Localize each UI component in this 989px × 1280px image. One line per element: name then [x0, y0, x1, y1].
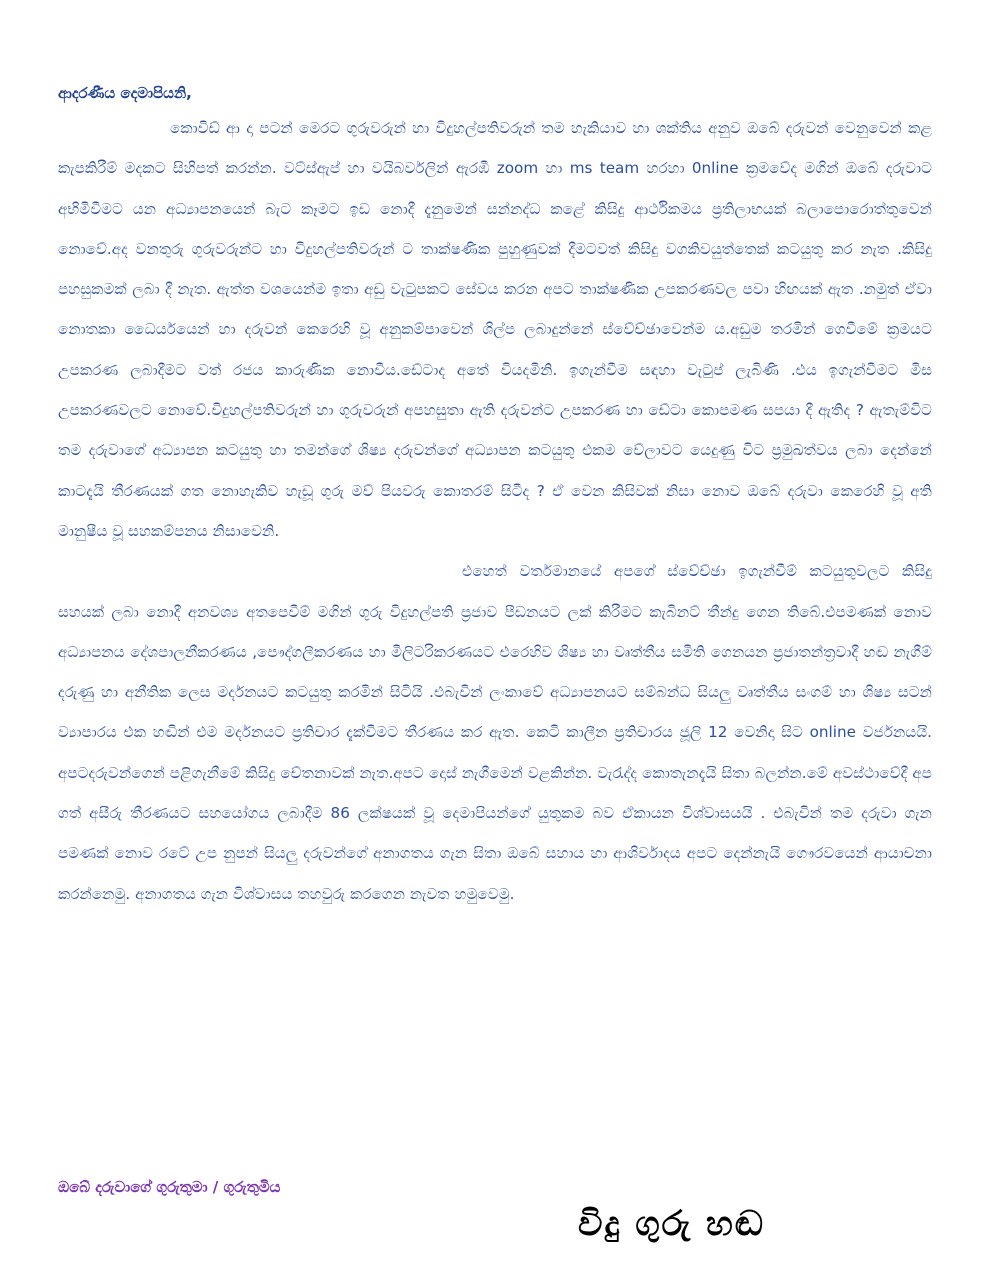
signoff: ඔබේ දරුවාගේ ගුරුතුමා / ගුරුතුමිය — [58, 1178, 281, 1196]
letter-body — [58, 108, 932, 914]
salutation: ආදරණීය දෙමාපියනි, — [58, 84, 192, 102]
paragraph-1: කොවිඩ් ආ දා පටන් මෙරට ගුරුවරුන් හා විදුහල්පතිවරුන් තම හැකියාව හා ශක්තිය අනුව ඔබේ දරුවන් වෙනුවෙන් කළ කැපකිරීම් මදකට සිහිපත් කරන්න. වට්ස්ඇප් හා වයිබර්වලින් ඇරඹී zoom හා ms team හරහා 0nline ක්‍රමවේද මගින් ඔබේ දරුවාට අභිමිවීමට යන අධ්‍යාපනයෙන් බැට කෑමට ඉඩ නොදී දැනුමෙන් සන්නද්ධ කළේ කිසිදු ආර්ථිකමය ප්‍රතිලාභයක් බලාපොරොත්තුවෙන් නොවේ.අද වනතුරු ගුරුවරුන්ට හා විදුහල්පතිවරුන් ට තාක්ෂණික පුහුණුවක් දීමටවත් කිසිදු වගකිවයුත්තෙක් කටයුතු කර නැත .කිසිදු පහසුකමක් ලබා දී නැත. ඇත්ත වශයෙන්ම ඉතා අඩු වැටුපකට සේවය කරන අපට තාක්ෂණික උපකරණවල පවා හිඟයක් ඇත .නමුත් ඒවා නොතකා ධෛර්යයෙන් හා දරුවන් කෙරෙහි වූ අනුකම්පාවෙන් ශිල්ප ලබාදුන්නේ ස්වේච්ඡාවෙන්ම ය.අඩුම තරමින් ගෙවීමේ ක්‍රමයට උපකරණ ලබාදීමට වත් රජය කාරුණික නොවීය.ඩේටාද අතේ වියදමිනි. ඉගැන්වීම සඳහා වැටුප් ලැබිණි .එය ඉගැන්වීමට මිස උපකරණවලට නොවේ.විදුහල්පතිවරුන් හා ගුරුවරුන් අපහසුතා ඇති දරුවන්ට උපකරණ හා ඩේටා කොපමණ සපයා දී ඇතිද ? ඇතැම්විට තම දරුවාගේ අධ්‍යාපන කටයුතු හා තමන්ගේ ශිෂ්‍ය දරුවන්ගේ අධ්‍යාපන කටයුතු එකම වේලාවට යෙදුණු විට ප්‍රමුඛත්වය ලබා දෙන්නේ කාටදැයි තීරණයක් ගත නොහැකිව හැඩූ ගුරු මව් පියවරු කොතරම් සිටීද ? ඒ වෙන කිසිවක් නිසා නොව ඔබේ දරුවා කෙරෙහි වූ අති මානුෂීය වූ සහකම්පනය නිසාවෙනි. — [58, 119, 932, 540]
organization-name: විදු ගුරු හඬ — [578, 1204, 765, 1244]
paragraph-2: එහෙත් වර්තමානයේ අපගේ ස්වේච්ඡා ඉගැන්වීම් කටයුතුවලට කිසිදු සහයක් ලබා නොදී අනවශ්‍ය අතපෙවීම් මගින් ගුරු විදුහල්පති ප්‍රජාව පීඩනයට ලක් කිරීමට කැබිනට් තීන්දු ගෙන තිබේ.එපමණක් නොව අධ්‍යාපනය දේශපාලනීකරණය ,පෞද්ගලීකරණය හා මිලිටරිකරණයට එරෙහිව ශිෂ්‍ය හා වෘත්තීය සමිති ගෙනයන ප්‍රජාතන්ත්‍රවාදී හඬ නැගීම් දරුණු හා අනීතික ලෙස මර්දනයට කටයුතු කරමින් සිටියි .එබැවින් ලංකාවේ අධ්‍යාපනයට සම්බන්ධ සියලු වෘත්තීය සංගම් හා ශිෂ්‍ය සටන් ව්‍යාපාරය එක හඬින් එම මර්දනයට ප්‍රතිචාර දැක්වීමට තීරණය කර ඇත. කෙටි කාලීන ප්‍රතිචාරය ජූලි 12 වෙනිදා සිට online වර්ජනයයි. අපටදරුවන්ගෙන් පළිගැනීමේ කිසිදු චේතනාවක් නැත.අපට දොස් නැගීමෙන් වළකින්න. වැරැද්ද කොතැනදැයි සිතා බලන්න.මේ අවස්ථාවේදී අප ගත් අසීරු තීරණයට සහයෝගය ලබාදීම 86 ලක්ෂයක් වූ දෙමාපියන්ගේ යුතුකම බව ඒකායන විශ්වාසයයි . එබැවින් තම දරුවා ගැන පමණක් නොව රටේ උප නුපන් සියලු දරුවන්ගේ අනාගතය ගැන සිතා ඔබේ සහාය හා ආශිර්වාදය අපට දෙන්නැයි ගෞරවයෙන් ආයාචනා කරන්නෙමු. අනාගතය ගැන විශ්වාසය තහවුරු කරගෙන නැවත හමුවෙමු. — [58, 562, 932, 903]
